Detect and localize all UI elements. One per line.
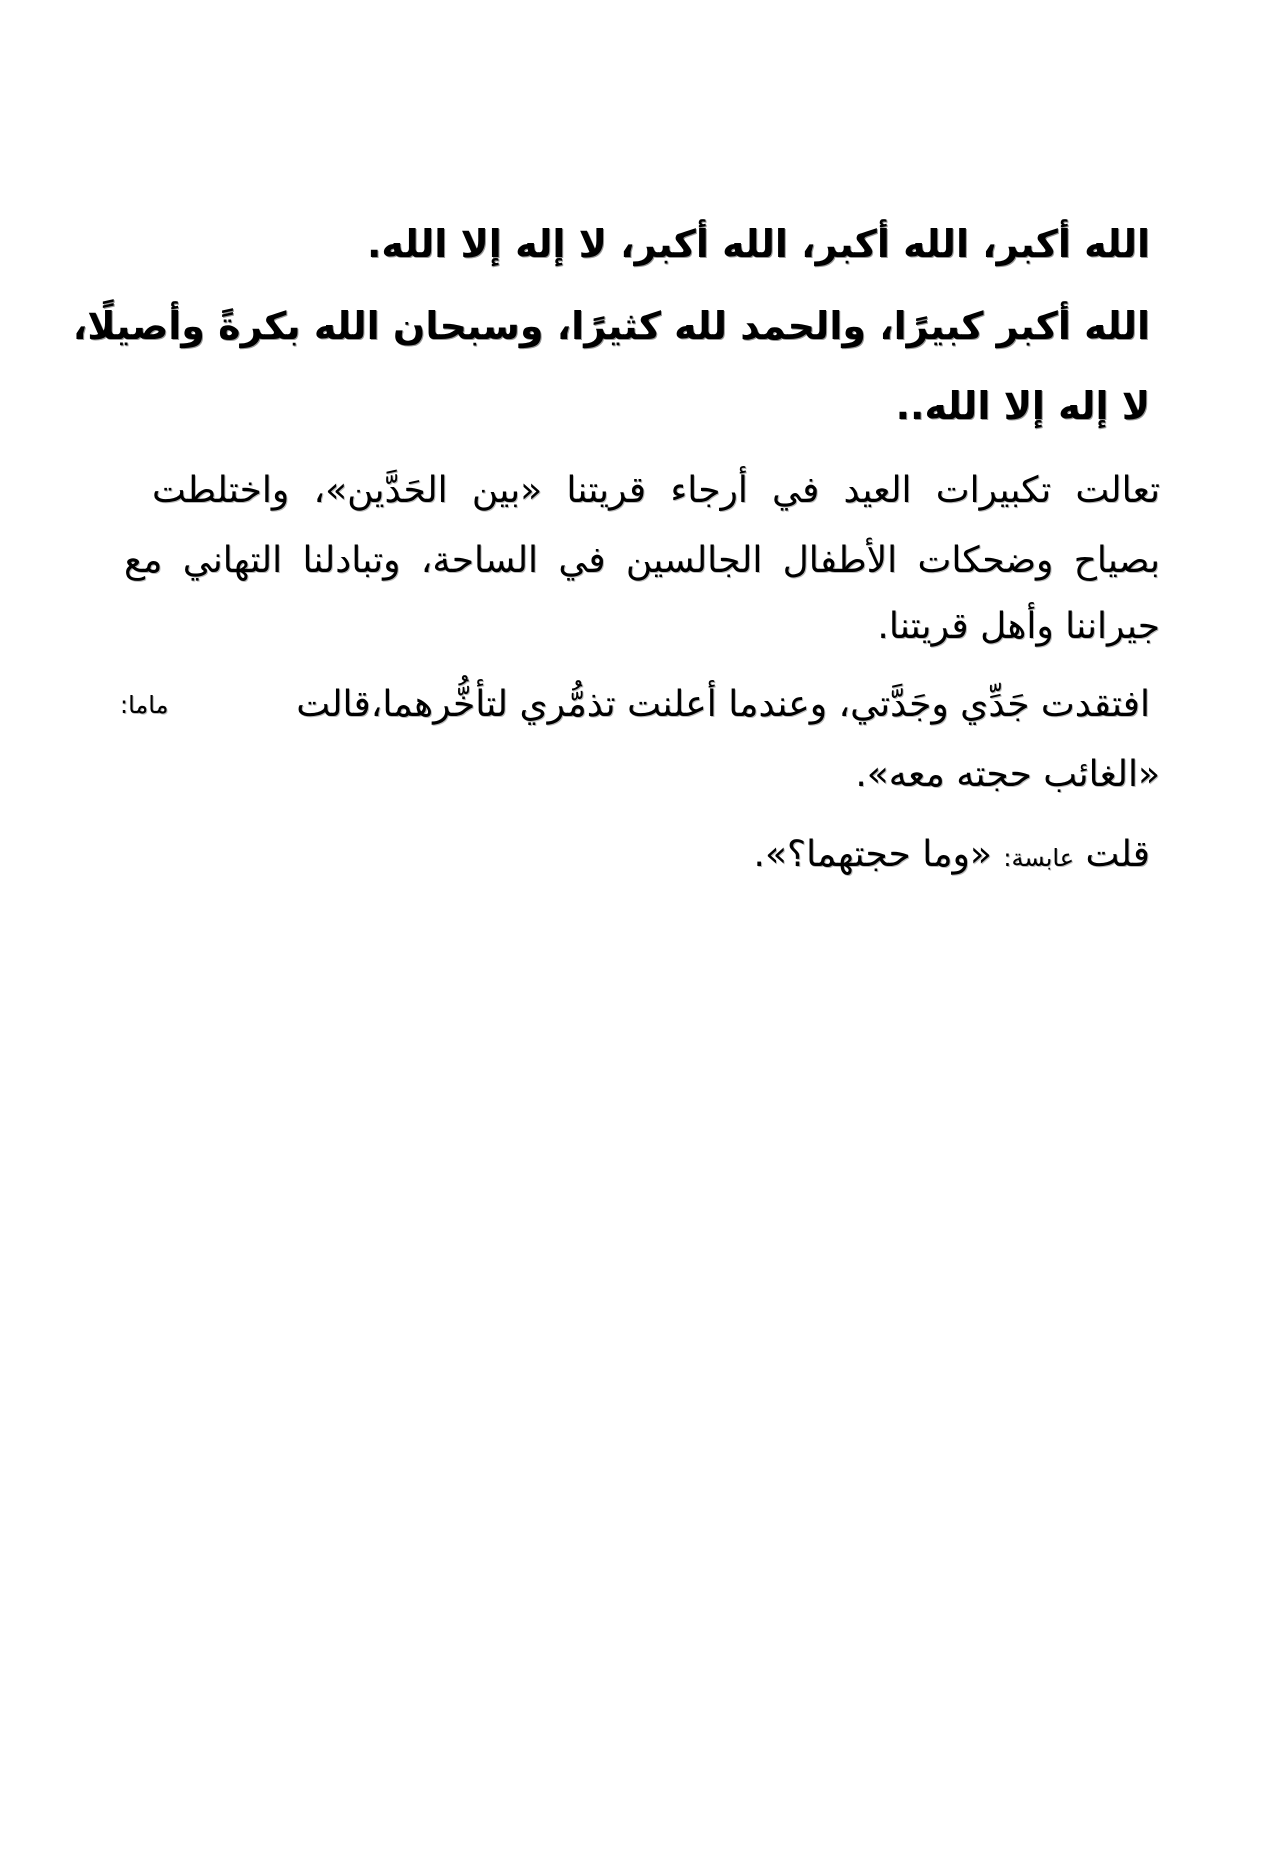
- takbir-line-1: الله أكبر، الله أكبر، الله أكبر، لا إله إلا الله.: [367, 222, 1150, 266]
- paragraph-2-speaker: ماما:: [120, 690, 169, 719]
- paragraph-1-line-2: بصياح وضحكات الأطفال الجالسين في الساحة، وتبادلنا التهاني مع: [124, 540, 1160, 581]
- takbir-line-2: الله أكبر كبيرًا، والحمد لله كثيرًا، وسبحان الله بكرةً وأصيلًا،: [72, 304, 1150, 348]
- paragraph-1-line-3: جيراننا وأهل قريتنا.: [877, 606, 1160, 647]
- paragraph-2-line-2: «الغائب حجته معه».: [855, 754, 1160, 795]
- paragraph-3-quote: «وما حجتهما؟».: [753, 834, 992, 875]
- paragraph-3-line-1: [754, 834, 1151, 875]
- takbir-line-3: لا إله إلا الله..: [895, 384, 1150, 428]
- paragraph-2-line-1: [120, 684, 1150, 725]
- paragraph-2-main-text: افتقدت جَدِّي وجَدَّتي، وعندما أعلنت تذمُّري لتأخُّرهما،قالت: [296, 684, 1150, 725]
- paragraph-3-small: عابسة:: [1003, 844, 1075, 872]
- paragraph-1-line-1: تعالت تكبيرات العيد في أرجاء قريتنا «بين الحَدَّين»، واختلطت: [152, 470, 1160, 511]
- paragraph-3-prefix: قلت: [1085, 834, 1150, 875]
